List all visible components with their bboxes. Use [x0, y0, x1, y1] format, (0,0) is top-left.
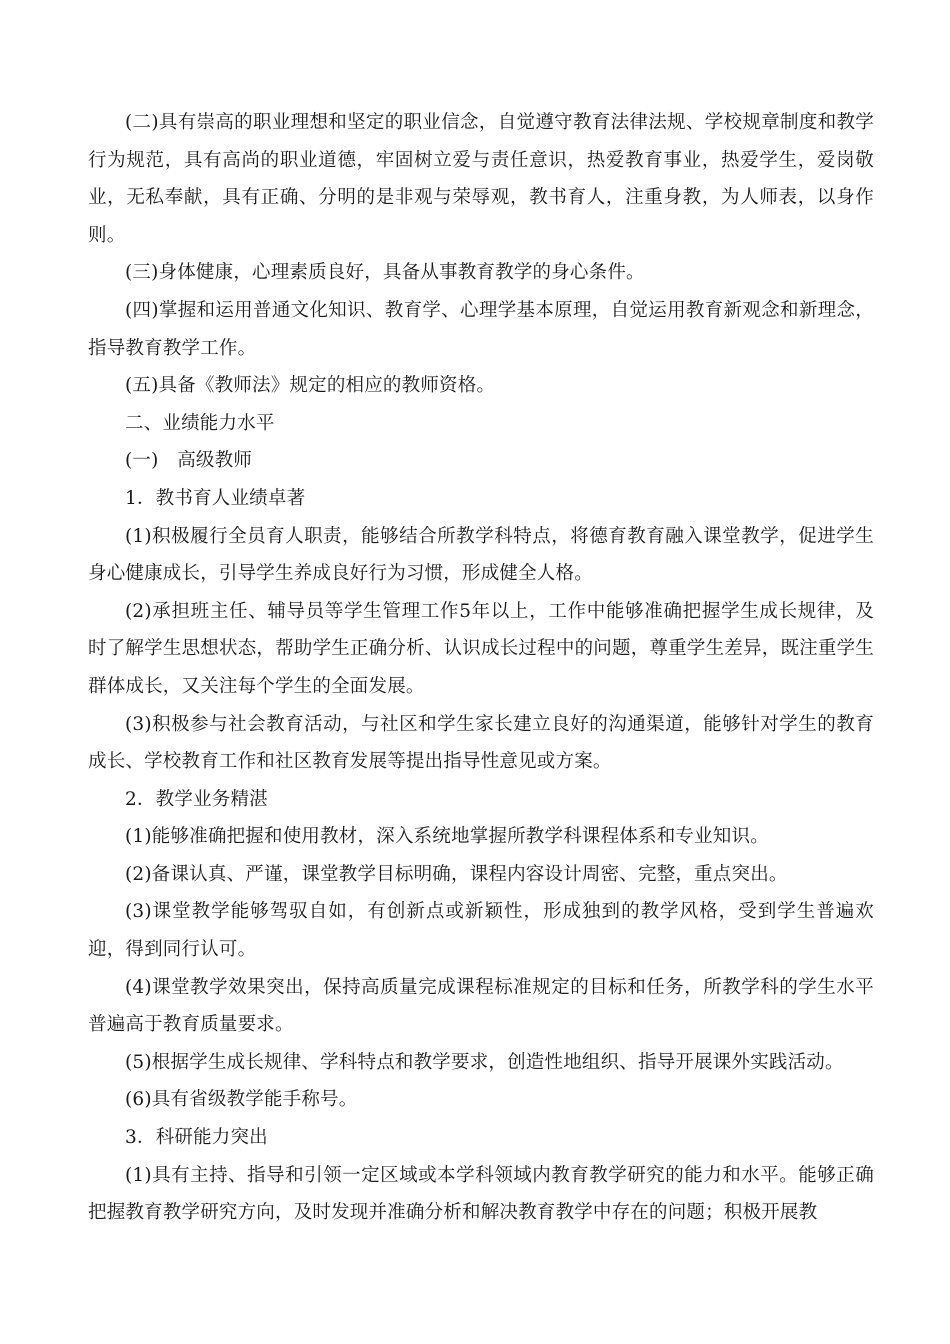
- list-item: (2)备课认真、严谨，课堂教学目标明确，课程内容设计周密、完整，重点突出。: [125, 863, 788, 885]
- list-item: (2)承担班主任、辅导员等学生管理工作5年以上，工作中能够准确把握学生成长规律，及时了解学生思想状态，帮助学生正确分析、认识成长过程中的问题，尊重学生差异，既注重学生群体成长，又关注每个学生的全面发展。: [88, 600, 874, 697]
- paragraph-moral-requirements: (二)具有崇高的职业理想和坚定的职业信念，自觉遵守教育法律法规、学校规章制度和教学行为规范，具有高尚的职业道德，牢固树立爱与责任意识，热爱教育事业，热爱学生，爱岗敬业，无私奉献，具有正确、分明的是非观与荣辱观，教书育人，注重身教，为人师表，以身作则。: [88, 112, 874, 246]
- item-heading-teaching-skill: 2．教学业务精湛: [125, 788, 268, 810]
- list-item: (1)能够准确把握和使用教材，深入系统地掌握所教学科课程体系和专业知识。: [125, 826, 769, 848]
- list-item: (1)具有主持、指导和引领一定区域或本学科领域内教育教学研究的能力和水平。能够正确把握教育教学研究方向，及时发现并准确分析和解决教育教学中存在的问题；积极开展教: [88, 1164, 874, 1224]
- list-item: (6)具有省级教学能手称号。: [125, 1089, 358, 1111]
- paragraph-health-requirements: (三)身体健康，心理素质良好，具备从事教育教学的身心条件。: [125, 262, 645, 284]
- section-heading-performance: 二、业绩能力水平: [125, 412, 275, 434]
- item-heading-teaching-achievement: 1．教书育人业绩卓著: [125, 487, 306, 509]
- list-item: (3)积极参与社会教育活动，与社区和学生家长建立良好的沟通渠道，能够针对学生的教育成长、学校教育工作和社区教育发展等提出指导性意见或方案。: [88, 713, 874, 773]
- paragraph-knowledge-requirements: (四)掌握和运用普通文化知识、教育学、心理学基本原理，自觉运用教育新观念和新理念，指导教育教学工作。: [88, 299, 874, 359]
- document-body: [88, 104, 874, 1232]
- item-heading-research-ability: 3．科研能力突出: [125, 1127, 268, 1149]
- list-item: (5)根据学生成长规律、学科特点和教学要求，创造性地组织、指导开展课外实践活动。: [125, 1051, 844, 1073]
- list-item: (1)积极履行全员育人职责，能够结合所教学科特点，将德育教育融入课堂教学，促进学生身心健康成长，引导学生养成良好行为习惯，形成健全人格。: [88, 525, 874, 585]
- paragraph-teacher-qualification: (五)具备《教师法》规定的相应的教师资格。: [125, 375, 496, 397]
- list-item: (4)课堂教学效果突出，保持高质量完成课程标准规定的目标和任务，所教学科的学生水平普遍高于教育质量要求。: [88, 976, 874, 1036]
- subsection-heading-senior-teacher: (一) 高级教师: [125, 450, 253, 472]
- list-item: (3)课堂教学能够驾驭自如，有创新点或新颖性，形成独到的教学风格，受到学生普遍欢迎，得到同行认可。: [88, 901, 874, 961]
